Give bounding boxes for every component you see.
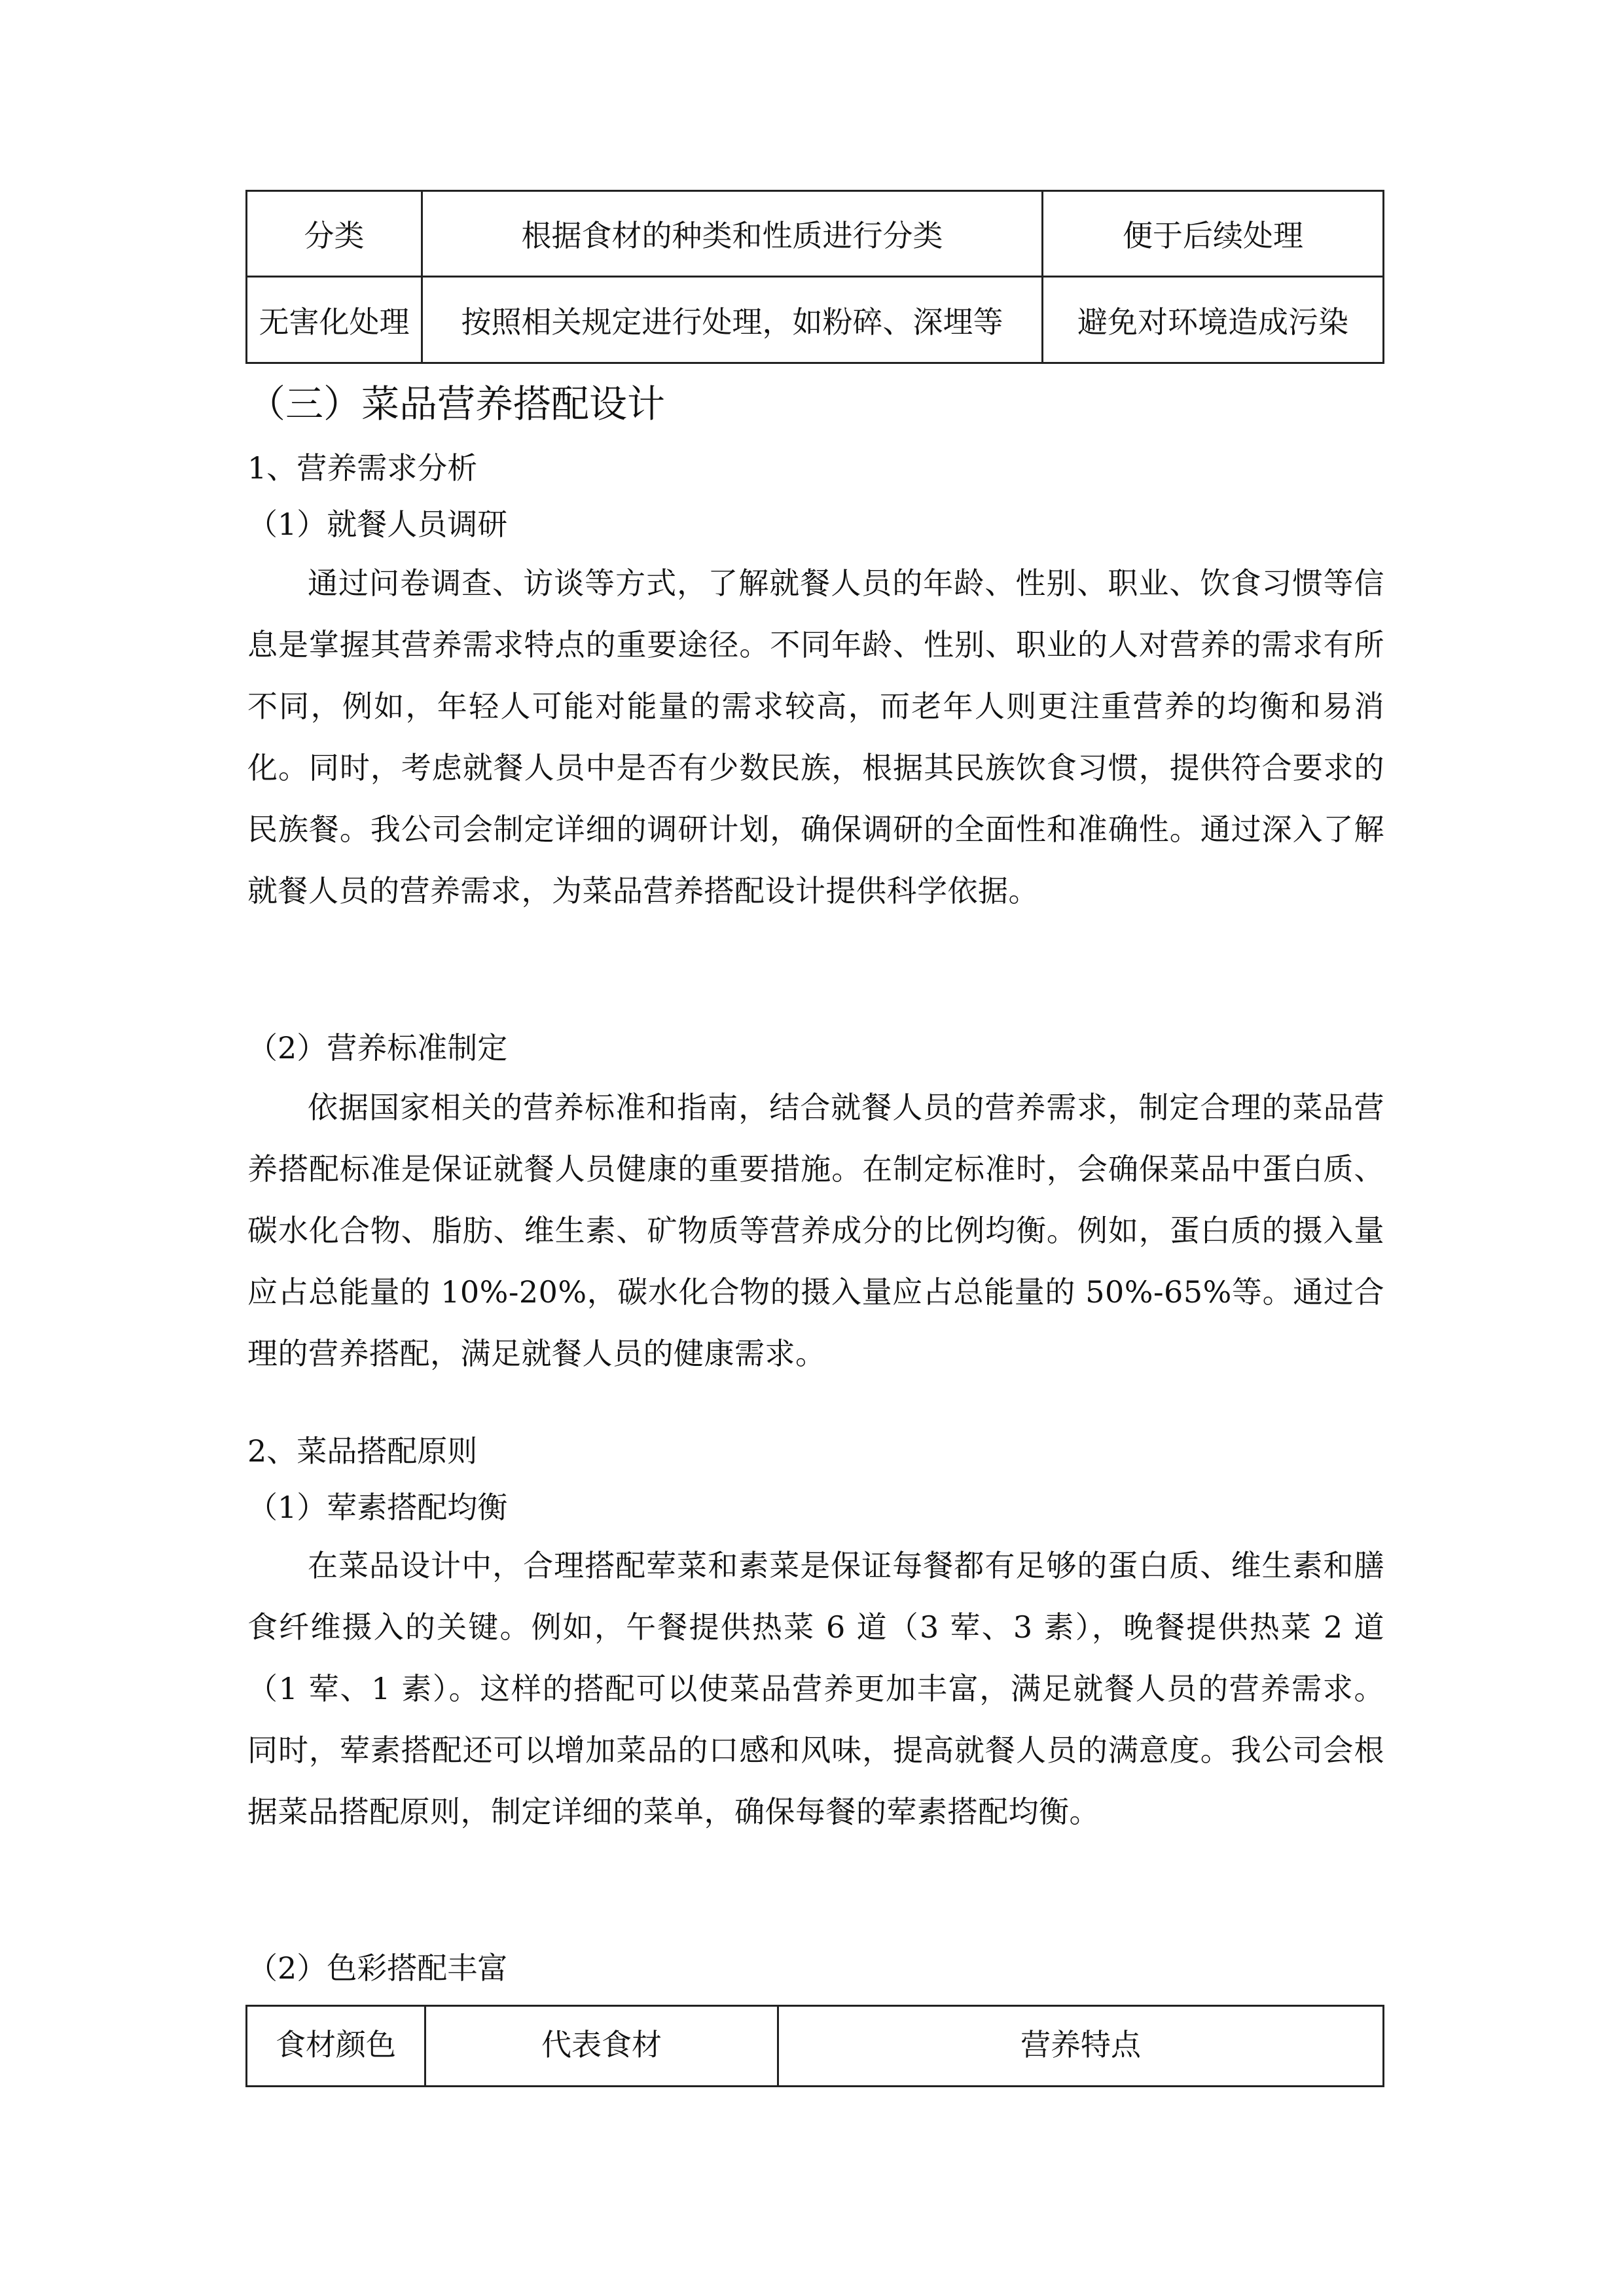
subsection-heading: 1、营养需求分析 xyxy=(247,450,478,486)
table-cell: 避免对环境造成污染 xyxy=(1043,277,1384,363)
section-title: （三）菜品营养搭配设计 xyxy=(247,382,666,426)
table-cell: 分类 xyxy=(247,191,422,277)
table-cell: 按照相关规定进行处理，如粉碎、深埋等 xyxy=(422,277,1043,363)
item-heading: （1）就餐人员调研 xyxy=(247,507,508,542)
waste-handling-table xyxy=(245,190,1384,364)
table-row xyxy=(247,277,1384,363)
paragraph: 通过问卷调查、访谈等方式，了解就餐人员的年龄、性别、职业、饮食习惯等信息是掌握其营养需求特点的重要途径。不同年龄、性别、职业的人对营养的需求有所不同，例如，年轻人可能对能量的需求较高，而老年人则更注重营养的均衡和易消化。同时，考虑就餐人员中是否有少数民族，根据其民族饮食习惯，提供符合要求的民族餐。我公司会制定详细的调研计划，确保调研的全面性和准确性。通过深入了解就餐人员的营养需求，为菜品营养搭配设计提供科学依据。 xyxy=(247,565,1384,908)
paragraph: 在菜品设计中，合理搭配荤菜和素菜是保证每餐都有足够的蛋白质、维生素和膳食纤维摄入的关键。例如，午餐提供热菜 6 道（3 荤、3 素），晚餐提供热菜 2 道（1 荤、1 素）。这样的搭配可以使菜品营养更加丰富，满足就餐人员的营养需求。同时，荤素搭配还可以增加菜品的口感和风味，提高就餐人员的满意度。我公司会根据菜品搭配原则，制定详细的菜单，确保每餐的荤素搭配均衡。 xyxy=(247,1548,1384,1829)
column-header: 代表食材 xyxy=(425,2006,778,2087)
color-matching-table xyxy=(245,2005,1384,2087)
table-header-row xyxy=(247,2006,1384,2087)
column-header: 营养特点 xyxy=(778,2006,1384,2087)
item-heading: （1）荤素搭配均衡 xyxy=(247,1490,508,1525)
table-cell: 无害化处理 xyxy=(247,277,422,363)
table-row xyxy=(247,191,1384,277)
subsection-heading: 2、菜品搭配原则 xyxy=(247,1433,478,1469)
table-cell: 根据食材的种类和性质进行分类 xyxy=(422,191,1043,277)
table-cell: 便于后续处理 xyxy=(1043,191,1384,277)
item-heading: （2）色彩搭配丰富 xyxy=(247,1950,508,1986)
item-heading: （2）营养标准制定 xyxy=(247,1030,508,1066)
paragraph: 依据国家相关的营养标准和指南，结合就餐人员的营养需求，制定合理的菜品营养搭配标准是保证就餐人员健康的重要措施。在制定标准时，会确保菜品中蛋白质、碳水化合物、脂肪、维生素、矿物质等营养成分的比例均衡。例如，蛋白质的摄入量应占总能量的 10%-20%，碳水化合物的摄入量应占总能量的 50%-65%等。通过合理的营养搭配，满足就餐人员的健康需求。 xyxy=(247,1090,1384,1371)
column-header: 食材颜色 xyxy=(247,2006,425,2087)
